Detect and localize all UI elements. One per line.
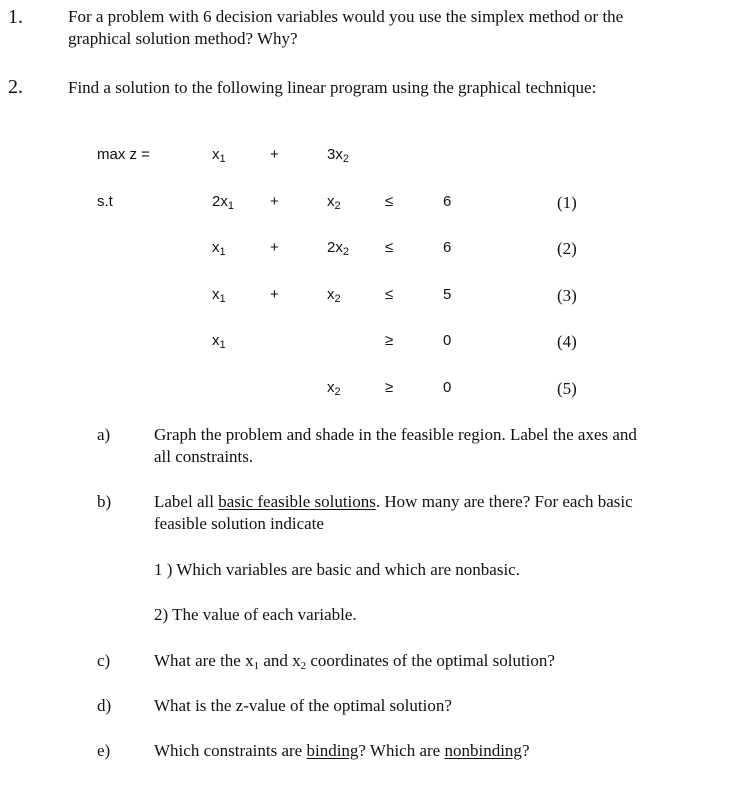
- constraint-term-1: [212, 332, 226, 351]
- constraint-term-2: [327, 379, 341, 398]
- constraint-relation: ≥: [385, 332, 394, 349]
- part-d-text: What is the z-value of the optimal solution?: [154, 696, 452, 715]
- underlined-term: basic feasible solutions: [218, 492, 376, 511]
- constraint-term-2: [327, 193, 341, 212]
- constraint-tag: (4): [557, 332, 577, 351]
- constraint-rhs: 0: [443, 332, 452, 349]
- subscript: 2: [342, 153, 349, 165]
- part-a-text-line1: Graph the problem and shade in the feasible region. Label the axes and: [154, 425, 637, 444]
- part-d-label: d): [97, 696, 112, 715]
- part-c-text: [154, 650, 555, 677]
- variable: x: [327, 286, 335, 303]
- objective-label: max z =: [97, 146, 150, 163]
- variable: 3x: [327, 146, 343, 163]
- variable: x: [212, 239, 220, 256]
- text: What are the x: [154, 651, 254, 670]
- part-b-text-line1: [154, 491, 633, 513]
- part-b-subitem-1: 1 ) Which variables are basic and which are nonbasic.: [154, 560, 520, 579]
- constraint-tag: (3): [557, 286, 577, 305]
- text: coordinates of the optimal solution?: [306, 651, 555, 670]
- constraint-rhs: 5: [443, 286, 452, 303]
- subscript: 1: [219, 246, 226, 258]
- constraint-rhs: 0: [443, 379, 452, 396]
- part-b-label: b): [97, 492, 112, 511]
- subscript: 2: [334, 200, 341, 212]
- constraint-term-1: [212, 239, 226, 258]
- subscript: 2: [334, 386, 341, 398]
- underlined-term: binding: [306, 741, 359, 760]
- constraint-relation: ≤: [385, 286, 394, 303]
- text: Which constraints are: [154, 741, 307, 760]
- constraint-tag: (2): [557, 239, 577, 258]
- variable: 2x: [212, 193, 228, 210]
- constraint-rhs: 6: [443, 193, 452, 210]
- subscript: 1: [219, 153, 226, 165]
- constraint-relation: ≤: [385, 193, 394, 210]
- text: ? Which are: [358, 741, 445, 760]
- constraint-term-1: [212, 286, 226, 305]
- underlined-term: nonbinding: [444, 741, 522, 760]
- objective-term-2: [327, 146, 349, 165]
- variable: x: [212, 286, 220, 303]
- part-e-text: [154, 740, 529, 762]
- variable: x: [212, 332, 220, 349]
- objective-term-1: [212, 146, 226, 165]
- question-number-1: 1.: [8, 6, 23, 28]
- constraint-relation: ≥: [385, 379, 394, 396]
- variable: x: [212, 146, 220, 163]
- part-a-text-line2: all constraints.: [154, 447, 254, 466]
- objective-operator: +: [270, 146, 279, 163]
- variable: x: [327, 193, 335, 210]
- constraint-rhs: 6: [443, 239, 452, 256]
- text: . How many are there? For each basic: [375, 492, 633, 511]
- constraint-operator: +: [270, 193, 279, 210]
- constraint-operator: +: [270, 239, 279, 256]
- subscript: 2: [342, 246, 349, 258]
- subscript: 2: [334, 293, 341, 305]
- question-1-text-line1: For a problem with 6 decision variables would you use the simplex method or the: [68, 7, 624, 26]
- part-a-label: a): [97, 425, 111, 444]
- part-e-label: e): [97, 741, 111, 760]
- question-2-text: Find a solution to the following linear program using the graphical technique:: [68, 78, 597, 97]
- text: and x: [259, 651, 301, 670]
- subscript: 1: [219, 339, 226, 351]
- subject-to-label: s.t: [97, 193, 113, 210]
- constraint-relation: ≤: [385, 239, 394, 256]
- text: ?: [521, 741, 530, 760]
- constraint-term-1: [212, 193, 234, 212]
- part-c-label: c): [97, 651, 111, 670]
- subscript: 2: [300, 660, 307, 672]
- constraint-term-2: [327, 239, 349, 258]
- constraint-term-2: [327, 286, 341, 305]
- constraint-tag: (1): [557, 193, 577, 212]
- part-b-text-line2: feasible solution indicate: [154, 514, 324, 533]
- question-1-text-line2: graphical solution method? Why?: [68, 29, 298, 48]
- subscript: 1: [227, 200, 234, 212]
- constraint-tag: (5): [557, 379, 577, 398]
- variable: x: [327, 379, 335, 396]
- text: Label all: [154, 492, 219, 511]
- subscript: 1: [253, 660, 260, 672]
- variable: 2x: [327, 239, 343, 256]
- question-number-2: 2.: [8, 76, 23, 98]
- subscript: 1: [219, 293, 226, 305]
- constraint-operator: +: [270, 286, 279, 303]
- part-b-subitem-2: 2) The value of each variable.: [154, 605, 357, 624]
